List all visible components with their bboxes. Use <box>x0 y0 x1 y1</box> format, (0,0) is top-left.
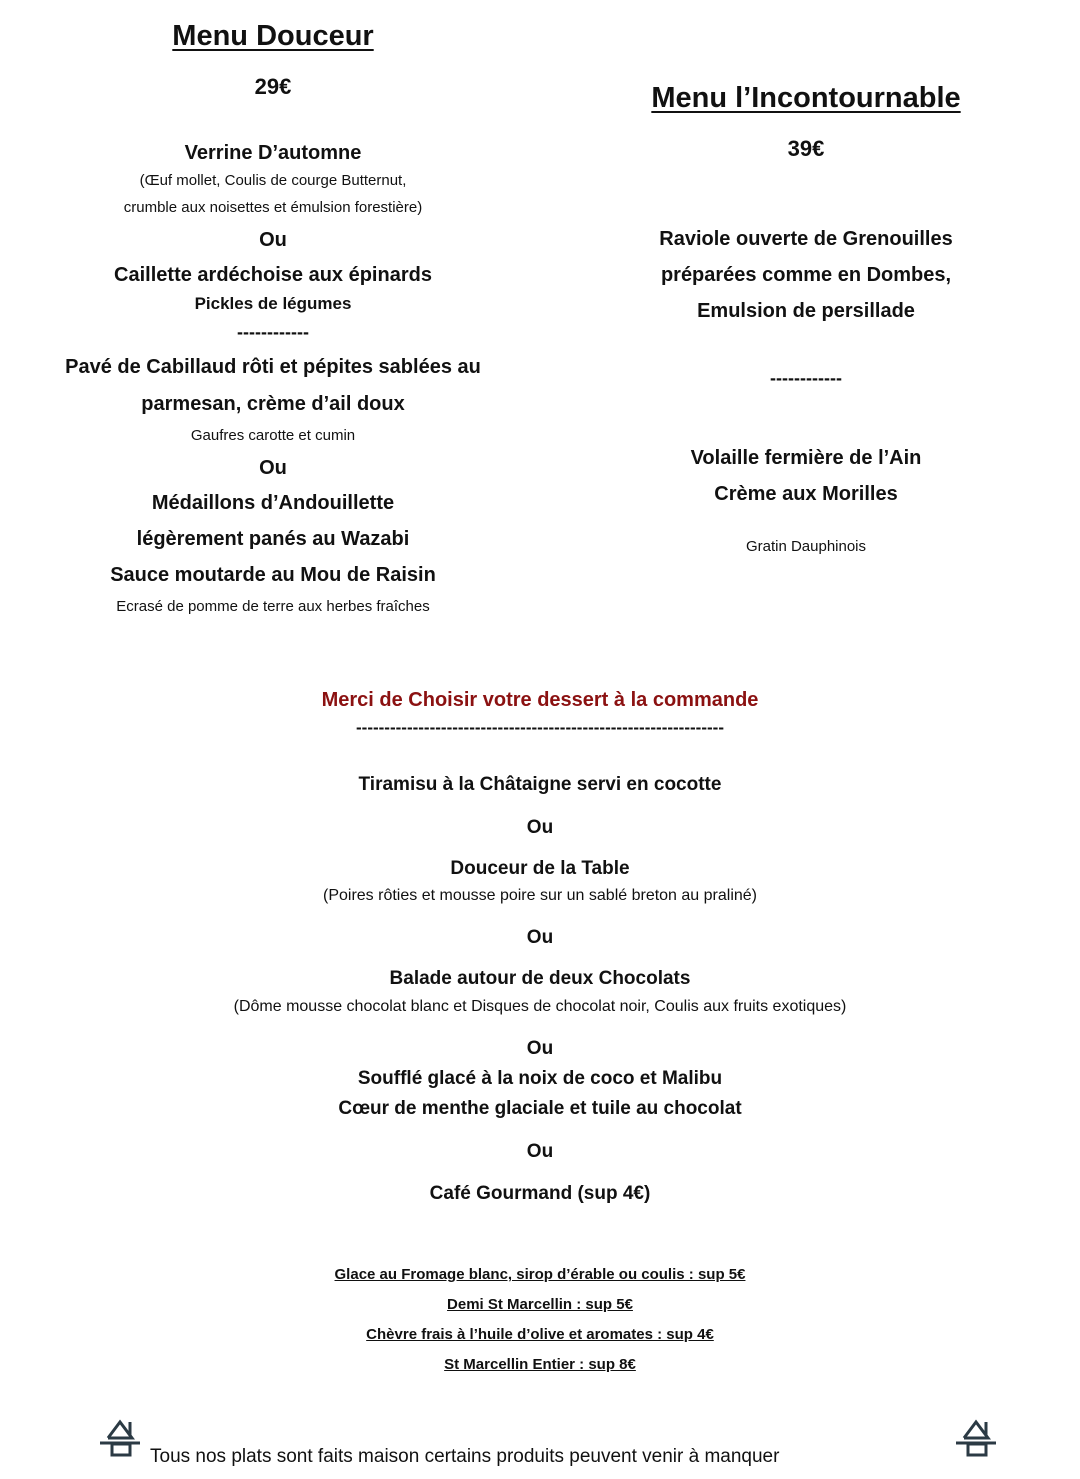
or-label: Ou <box>259 457 287 479</box>
dessert-item: Café Gourmand (sup 4€) <box>429 1183 651 1204</box>
supplement-item: Glace au Fromage blanc, sirop d’érable ou coulis : sup 5€ <box>334 1266 746 1283</box>
starter-1-name: Verrine D’automne <box>184 142 362 164</box>
dessert-item: Balade autour de deux Chocolats <box>389 968 691 989</box>
course-separator: ------------ <box>770 368 842 388</box>
or-label: Ou <box>526 1038 554 1059</box>
menu-douceur-price: 29€ <box>254 74 292 99</box>
main-2-line-1: Médaillons d’Andouillette <box>151 492 395 514</box>
fait-maison-icon <box>100 1418 140 1458</box>
menu-incontournable-title: Menu l’Incontournable <box>651 82 961 114</box>
menu-incontournable-price: 39€ <box>787 136 825 161</box>
dessert-item: Douceur de la Table <box>450 858 630 879</box>
course-separator: ------------ <box>237 322 309 342</box>
starter-line-2: préparées comme en Dombes, <box>660 264 952 286</box>
main-2-note: Ecrasé de pomme de terre aux herbes fraîches <box>116 598 430 615</box>
main-note: Gratin Dauphinois <box>745 538 867 555</box>
main-1-line-1: Pavé de Cabillaud rôti et pépites sablées au <box>65 356 481 378</box>
dessert-note: (Dôme mousse chocolat blanc et Disques de chocolat noir, Coulis aux fruits exotiques) <box>233 998 847 1015</box>
dessert-item: Soufflé glacé à la noix de coco et Malibu <box>357 1068 723 1089</box>
dessert-note: (Poires rôties et mousse poire sur un sablé breton au praliné) <box>323 887 757 904</box>
starter-line-1: Raviole ouverte de Grenouilles <box>659 228 953 250</box>
dessert-item-line-2: Cœur de menthe glaciale et tuile au chocolat <box>338 1098 742 1119</box>
starter-1-note-2: crumble aux noisettes et émulsion forestière) <box>123 199 423 216</box>
supplement-item: Demi St Marcellin : sup 5€ <box>447 1296 633 1313</box>
fait-maison-icon <box>956 1418 996 1458</box>
dessert-heading: Merci de Choisir votre dessert à la commande <box>321 689 759 711</box>
footer-text: Tous nos plats sont faits maison certains produits peuvent venir à manquer <box>150 1446 780 1467</box>
main-1-note: Gaufres carotte et cumin <box>190 427 356 444</box>
main-1-line-2: parmesan, crème d’ail doux <box>141 393 405 415</box>
starter-2-note: Pickles de légumes <box>194 294 352 313</box>
supplement-item: St Marcellin Entier : sup 8€ <box>444 1356 636 1373</box>
main-2-line-2: légèrement panés au Wazabi <box>136 528 410 550</box>
main-line-2: Crème aux Morilles <box>714 483 898 505</box>
dessert-item: Tiramisu à la Châtaigne servi en cocotte <box>358 774 722 795</box>
starter-line-3: Emulsion de persillade <box>697 300 915 322</box>
starter-2-name: Caillette ardéchoise aux épinards <box>114 264 432 286</box>
supplement-item: Chèvre frais à l’huile d’olive et aromates : sup 4€ <box>366 1326 714 1343</box>
dessert-separator: ----------------------------------------------------------------- <box>356 718 724 737</box>
or-label: Ou <box>526 1141 554 1162</box>
or-label: Ou <box>526 927 554 948</box>
or-label: Ou <box>526 817 554 838</box>
starter-1-note-1: (Œuf mollet, Coulis de courge Butternut, <box>139 172 407 189</box>
or-label: Ou <box>259 229 287 251</box>
menu-douceur-title: Menu Douceur <box>172 20 374 52</box>
main-2-line-3: Sauce moutarde au Mou de Raisin <box>110 564 436 586</box>
main-line-1: Volaille fermière de l’Ain <box>690 447 922 469</box>
